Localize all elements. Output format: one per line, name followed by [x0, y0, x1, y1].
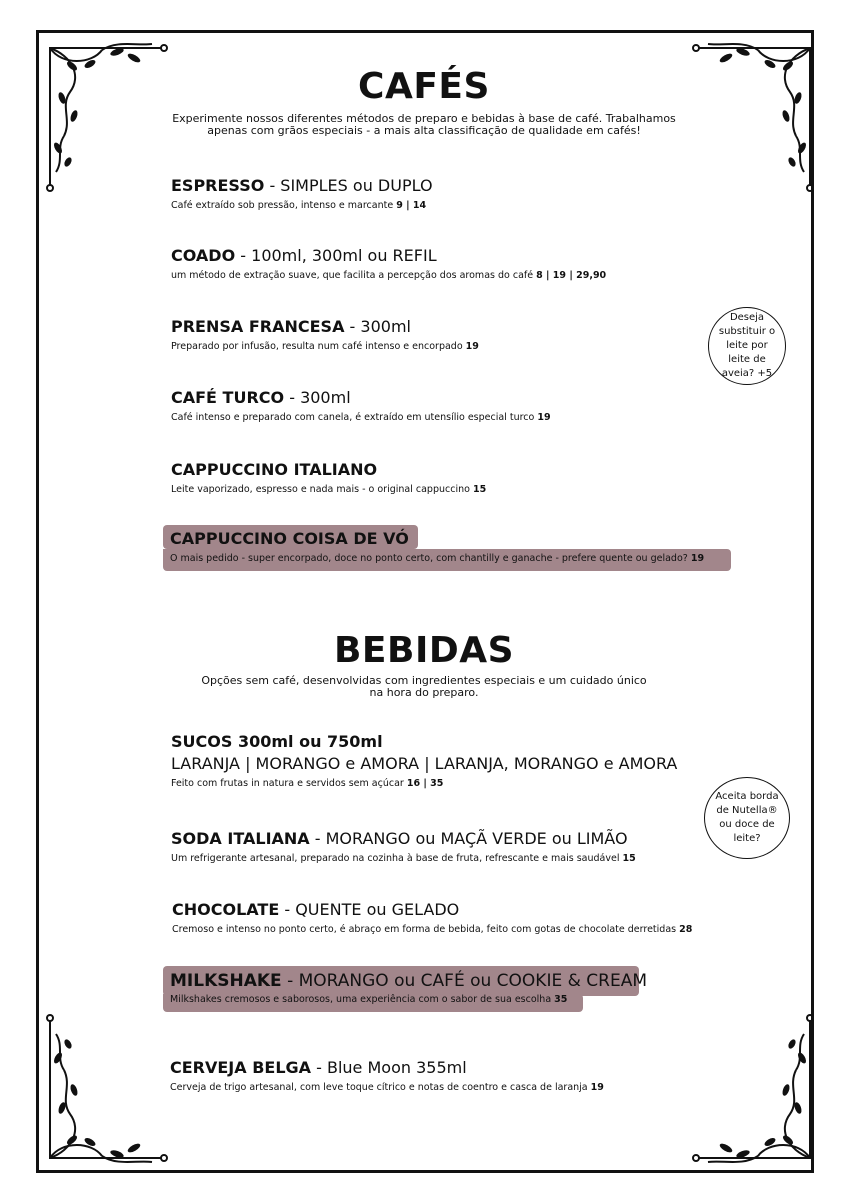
- item-description-text: um método de extração suave, que facilita a percepção dos aromas do café: [171, 270, 537, 281]
- item-price: 19: [590, 1082, 604, 1093]
- note-text: Aceita borda de Nutella® ou doce de leite?: [715, 791, 779, 844]
- item-price: 8 | 19 | 29,90: [536, 270, 607, 281]
- item-description: [172, 923, 692, 936]
- item-flavors: LARANJA | MORANGO e AMORA | LARANJA, MORANGO e AMORA: [171, 754, 678, 773]
- item-description: [171, 199, 433, 212]
- item-description-text: Cremoso e intenso no ponto certo, é abraço em forma de bebida, feito com gotas de chocolate derretidas: [172, 924, 680, 935]
- item-options: - Blue Moon 355ml: [311, 1058, 467, 1077]
- menu-item-soda-italiana: [171, 829, 636, 865]
- note-bubble-nutella: [704, 777, 790, 859]
- section-title-cafes: CAFÉS: [358, 66, 490, 107]
- note-bubble-oat-milk: [708, 307, 786, 385]
- item-title: [171, 317, 479, 337]
- item-title: [172, 900, 692, 920]
- item-description-text: Café intenso e preparado com canela, é extraído em utensílio especial turco: [171, 412, 538, 423]
- item-title: [170, 1058, 604, 1078]
- item-price: 19: [465, 341, 479, 352]
- item-description-text: O mais pedido - super encorpado, doce no ponto certo, com chantilly e ganache - prefere quente ou gelado?: [170, 553, 691, 564]
- section-description-line: Experimente nossos diferentes métodos de preparo e bebidas à base de café. Trabalhamos: [172, 112, 676, 125]
- item-options: - 300ml: [344, 317, 411, 336]
- item-name: PRENSA FRANCESA: [171, 317, 345, 336]
- menu-item-coado: [171, 246, 606, 282]
- item-name: CAFÉ TURCO: [171, 388, 285, 407]
- item-title: [171, 460, 486, 480]
- section-description-line: na hora do preparo.: [369, 686, 479, 699]
- item-price: 15: [622, 853, 636, 864]
- item-name: MILKSHAKE: [170, 971, 282, 991]
- menu-item-espresso: [171, 176, 433, 212]
- item-name: SUCOS 300ml ou 750ml: [171, 732, 383, 751]
- item-price: 35: [554, 994, 568, 1005]
- item-description-text: Cerveja de trigo artesanal, com leve toque cítrico e notas de coentro e casca de laranja: [170, 1082, 591, 1093]
- section-description-line: Opções sem café, desenvolvidas com ingredientes especiais e um cuidado único: [201, 674, 647, 687]
- item-description: [170, 1081, 604, 1094]
- item-description: [171, 340, 479, 353]
- item-description-text: Feito com frutas in natura e servidos sem açúcar: [171, 778, 407, 789]
- item-price: 15: [472, 484, 487, 495]
- item-title: [171, 829, 636, 849]
- item-name: COADO: [171, 246, 236, 265]
- item-description-text: Leite vaporizado, espresso e nada mais - o original cappuccino: [171, 484, 473, 495]
- item-title: [171, 388, 551, 408]
- item-name: CAPPUCCINO COISA DE VÓ: [170, 529, 409, 548]
- section-description-cafes: [0, 113, 848, 137]
- item-description: [170, 552, 704, 565]
- item-description-text: Milkshakes cremosos e saborosos, uma experiência com o sabor de sua escolha: [170, 994, 555, 1005]
- item-title: [171, 176, 433, 196]
- item-description: [171, 483, 486, 496]
- item-options: - 300ml: [284, 388, 351, 407]
- item-description-text: Um refrigerante artesanal, preparado na cozinha à base de fruta, refrescante e mais saudável: [171, 853, 623, 864]
- item-name: ESPRESSO: [171, 176, 265, 195]
- item-options: - MORANGO ou CAFÉ ou COOKIE & CREAM: [281, 971, 647, 991]
- item-description-text: Preparado por infusão, resulta num café intenso e encorpado: [171, 341, 466, 352]
- item-title: [170, 529, 704, 549]
- item-description: [171, 269, 606, 282]
- item-name: SODA ITALIANA: [171, 829, 310, 848]
- section-description-line: apenas com grãos especiais - a mais alta classificação de qualidade em cafés!: [207, 124, 641, 137]
- section-title-bebidas: BEBIDAS: [333, 630, 515, 671]
- item-description-text: Café extraído sob pressão, intenso e marcante: [171, 200, 397, 211]
- menu-item-cafe-turco: [171, 388, 551, 424]
- item-title: [171, 732, 677, 752]
- floral-corner-icon: [42, 1010, 172, 1170]
- item-price: 9 | 14: [396, 200, 427, 211]
- menu-item-chocolate: [172, 900, 692, 936]
- item-options: - 100ml, 300ml ou REFIL: [235, 246, 437, 265]
- item-options: - SIMPLES ou DUPLO: [264, 176, 433, 195]
- note-text: Deseja substituir o leite por leite de aveia? +5: [718, 312, 776, 379]
- item-title: [171, 246, 606, 266]
- menu-item-prensa-francesa: [171, 317, 479, 353]
- menu-item-milkshake: [170, 971, 647, 1006]
- item-options: - MORANGO ou MAÇÃ VERDE ou LIMÃO: [309, 829, 628, 848]
- item-price: 16 | 35: [406, 778, 444, 789]
- item-options: - QUENTE ou GELADO: [279, 900, 460, 919]
- menu-item-cappuccino-italiano: [171, 460, 486, 496]
- menu-item-cappuccino-coisa-de-vo: [170, 529, 704, 565]
- item-name: CERVEJA BELGA: [170, 1058, 312, 1077]
- item-description: [171, 411, 551, 424]
- section-description-bebidas: [0, 675, 848, 699]
- menu-item-cerveja-belga: [170, 1058, 604, 1094]
- item-price: 19: [690, 553, 705, 564]
- item-name: CAPPUCCINO ITALIANO: [171, 460, 378, 479]
- item-description: [170, 993, 647, 1006]
- item-name: CHOCOLATE: [172, 900, 280, 919]
- item-title: [170, 971, 647, 991]
- item-description: [171, 852, 636, 865]
- menu-item-sucos: [171, 732, 677, 790]
- item-price: 28: [679, 924, 693, 935]
- floral-corner-icon: [688, 1010, 818, 1170]
- item-description: [171, 777, 677, 790]
- item-price: 19: [537, 412, 551, 423]
